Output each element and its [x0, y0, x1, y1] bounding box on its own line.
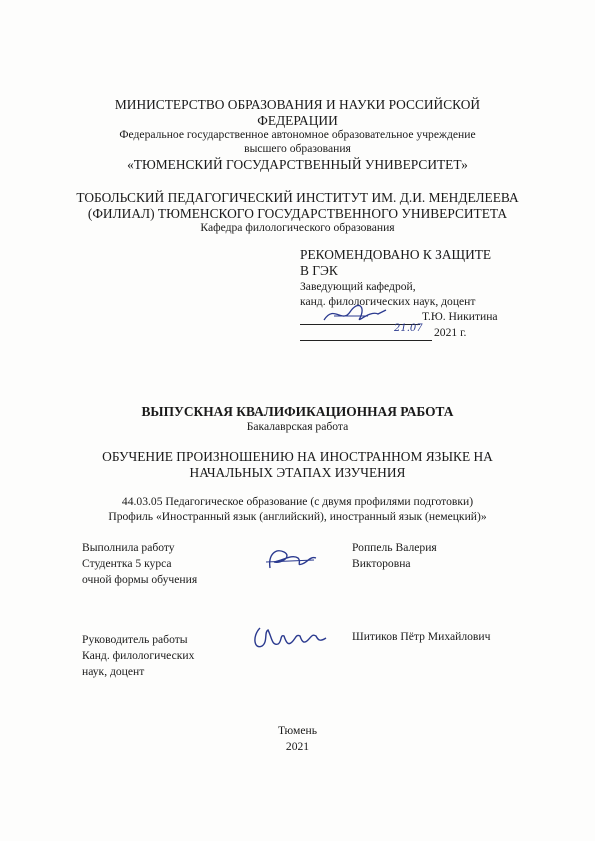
- footer-city: Тюмень: [278, 724, 317, 737]
- ministry-line-1: МИНИСТЕРСТВО ОБРАЗОВАНИЯ И НАУКИ РОССИЙСКОЙ: [114, 97, 481, 112]
- supervisor-signature-icon: [250, 622, 330, 654]
- student-label-1: Выполнила работу: [82, 541, 175, 554]
- date-line: [300, 340, 432, 341]
- supervisor-label-2: Канд. филологических: [82, 649, 195, 662]
- work-subtype: Бакалаврская работа: [246, 420, 349, 433]
- student-label-3: очной формы обучения: [82, 573, 198, 586]
- supervisor-name: Шитиков Пётр Михайлович: [352, 630, 491, 643]
- branch-line-2: (ФИЛИАЛ) ТЮМЕНСКОГО ГОСУДАРСТВЕННОГО УНИВЕРСИТЕТА: [87, 206, 508, 221]
- approval-name: Т.Ю. Никитина: [422, 310, 498, 323]
- supervisor-label-3: наук, доцент: [82, 665, 145, 678]
- ministry-line-2: ФЕДЕРАЦИИ: [257, 113, 338, 128]
- approval-head-title: Заведующий кафедрой,: [300, 280, 416, 293]
- student-label-2: Студентка 5 курса: [82, 557, 172, 570]
- student-name-2: Викторовна: [352, 557, 411, 570]
- institution-line-1: Федеральное государственное автономное образовательное учреждение: [119, 128, 476, 141]
- branch-line-1: ТОБОЛЬСКИЙ ПЕДАГОГИЧЕСКИЙ ИНСТИТУТ ИМ. Д.И. МЕНДЕЛЕЕВА: [76, 190, 519, 205]
- approval-line-1: РЕКОМЕНДОВАНО К ЗАЩИТЕ: [300, 247, 492, 262]
- work-profile: Профиль «Иностранный язык (английский), иностранный язык (немецкий)»: [108, 510, 487, 523]
- work-type: ВЫПУСКНАЯ КВАЛИФИКАЦИОННАЯ РАБОТА: [141, 404, 454, 419]
- approval-line-2: В ГЭК: [300, 263, 338, 278]
- work-title-line-1: ОБУЧЕНИЕ ПРОИЗНОШЕНИЮ НА ИНОСТРАННОМ ЯЗЫКЕ НА: [102, 449, 493, 464]
- institution-line-2: высшего образования: [244, 142, 351, 155]
- head-signature-icon: [320, 300, 390, 328]
- department-name: Кафедра филологического образования: [200, 221, 395, 234]
- student-name-1: Роппель Валерия: [352, 541, 437, 554]
- work-title-line-2: НАЧАЛЬНЫХ ЭТАПАХ ИЗУЧЕНИЯ: [189, 465, 406, 480]
- work-specialty: 44.03.05 Педагогическое образование (с двумя профилями подготовки): [121, 495, 474, 508]
- handwritten-date: 21.07: [394, 323, 423, 334]
- approval-degree: канд. филологических наук, доцент: [300, 295, 476, 308]
- footer-year: 2021: [285, 740, 310, 753]
- student-signature-icon: [262, 544, 322, 574]
- approval-year: 2021 г.: [434, 326, 467, 339]
- university-name: «ТЮМЕНСКИЙ ГОСУДАРСТВЕННЫЙ УНИВЕРСИТЕТ»: [127, 157, 468, 172]
- supervisor-label-1: Руководитель работы: [82, 633, 188, 646]
